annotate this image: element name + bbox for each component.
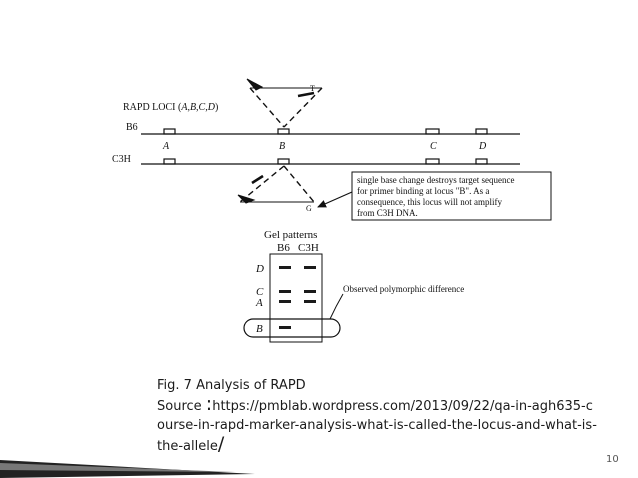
c3h-locus-d-site: [476, 159, 487, 164]
locus-d-label: D: [479, 141, 487, 152]
gel-band-b6-d: [279, 266, 291, 269]
locus-c-label: C: [430, 141, 437, 152]
gel-band-b6-c: [279, 290, 291, 293]
note-line-2: for primer binding at locus "B". As a: [357, 186, 490, 196]
caption-source-colon: :: [205, 393, 213, 415]
c3h-primer-triangle: [238, 166, 314, 203]
locus-b-label: B: [279, 141, 286, 152]
caption-title: Fig. 7 Analysis of RAPD: [157, 378, 306, 393]
gel-row-b-label: B: [256, 323, 263, 335]
primer-tick-icon: [298, 93, 314, 96]
gel-column-c3h: C3H: [298, 242, 319, 254]
caption-source: [157, 395, 597, 456]
b6-locus-d-site: [476, 129, 487, 134]
slide-number: 10: [606, 454, 619, 465]
gel-row-a-label: A: [256, 297, 263, 309]
note-line-4: from C3H DNA.: [357, 208, 418, 218]
c3h-locus-a-site: [164, 159, 175, 164]
b6-locus-a-site: [164, 129, 175, 134]
gel-band-c3h-a: [304, 300, 316, 303]
c3h-locus-b-site: [278, 159, 289, 164]
gel-band-c3h-d: [304, 266, 316, 269]
gel-row-d-label: D: [256, 263, 264, 275]
strain-c3h-label: C3H: [112, 154, 131, 165]
gel-band-b6-a: [279, 300, 291, 303]
strain-b6-label: B6: [126, 122, 138, 133]
gel-band-c3h-c: [304, 290, 316, 293]
base-t-label: T: [310, 84, 315, 93]
primer-tick-icon: [252, 176, 263, 183]
figure-caption: [157, 376, 597, 456]
b6-locus-c-site: [426, 129, 439, 134]
primer-arrow-icon: [247, 79, 262, 90]
note-line-1: single base change destroys target sequence: [357, 175, 515, 185]
b6-locus-b-site: [278, 129, 289, 134]
observed-difference-label: Observed polymorphic difference: [343, 284, 465, 294]
gel-title: Gel patterns: [264, 229, 318, 241]
locus-a-label: A: [163, 141, 170, 152]
c3h-locus-c-site: [426, 159, 439, 164]
gel-row-c-label: C: [256, 286, 264, 298]
observed-leader-line: [330, 294, 343, 319]
caption-source-slash: /: [217, 433, 225, 455]
caption-source-url[interactable]: https://pmblab.wordpress.com/2013/09/22/qa-in-agh635-course-in-rapd-marker-analysis-what-is-called-the-locus-and-what-is-the-allele: [157, 399, 597, 454]
gel-band-b6-b: [279, 326, 291, 329]
note-arrow: [318, 192, 352, 207]
note-line-3: consequence, this locus will not amplify: [357, 197, 502, 207]
base-g-label: G: [306, 204, 312, 213]
gel-column-b6: B6: [277, 242, 290, 254]
rapd-loci-label: RAPD LOCI (A,B,C,D): [123, 102, 219, 113]
caption-source-prefix: Source: [157, 399, 206, 414]
